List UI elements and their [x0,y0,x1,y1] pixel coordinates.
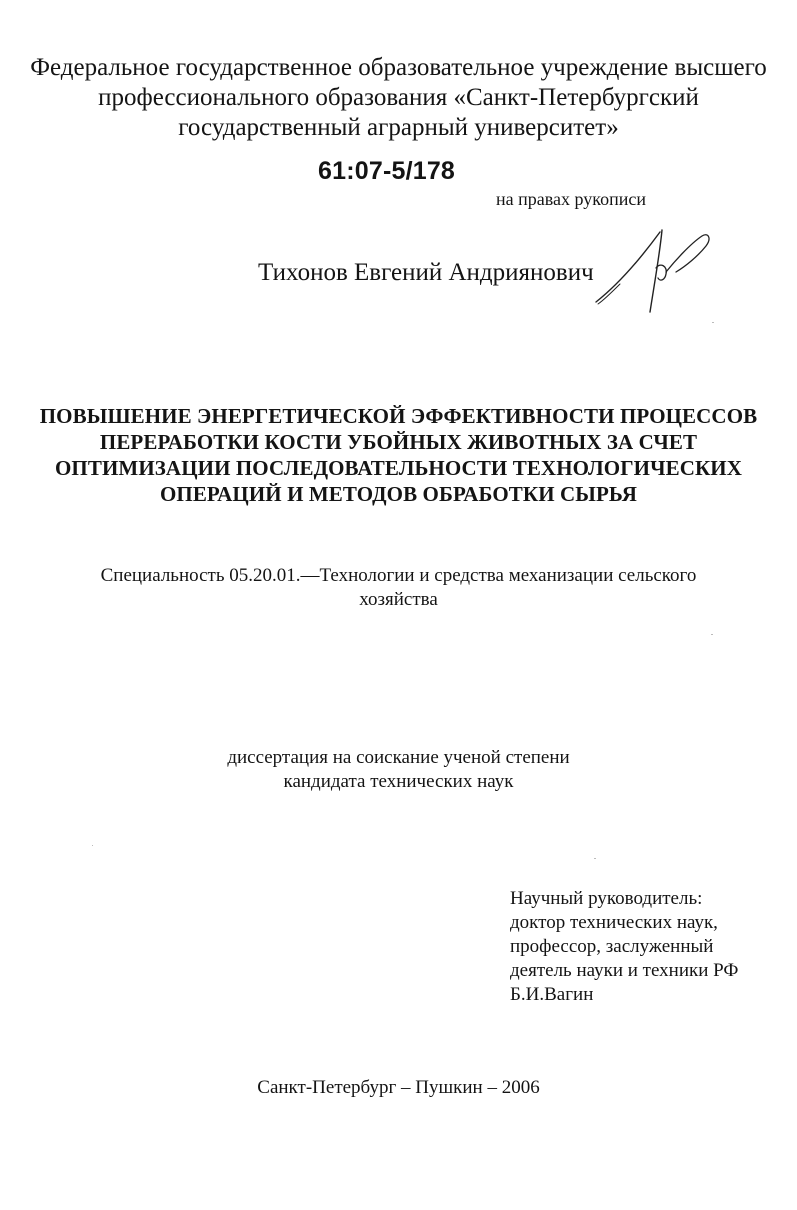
scan-speck [712,322,714,323]
signature-icon [590,222,715,320]
scan-speck [711,634,713,635]
supervisor-line: Б.И.Вагин [510,984,594,1005]
scan-speck [594,858,596,859]
institution-line: Федеральное государственное образовательное учреждение высшего [30,54,767,81]
title-line: ПОВЫШЕНИЕ ЭНЕРГЕТИЧЕСКОЙ ЭФФЕКТИВНОСТИ ПРОЦЕССОВ [39,404,758,428]
specialty-line: хозяйства [359,589,438,610]
institution-line: профессионального образования «Санкт-Петербургский [98,84,699,111]
supervisor-line: профессор, заслуженный [510,936,714,957]
supervisor-line: деятель науки и техники РФ [510,960,739,981]
registry-number: 61:07-5/178 [318,157,456,185]
author-name: Тихонов Евгений Андриянович [258,259,594,286]
title-line: ПЕРЕРАБОТКИ КОСТИ УБОЙНЫХ ЖИВОТНЫХ ЗА СЧЕТ [99,430,698,454]
scan-speck [92,845,93,846]
specialty [0,564,797,612]
dissertation-title [0,403,797,507]
supervisor-line: доктор технических наук, [510,912,718,933]
institution-line: государственный аграрный университет» [178,114,619,141]
institution-header [0,53,797,143]
degree-statement [0,746,797,794]
degree-line: кандидата технических наук [283,771,514,792]
degree-line: диссертация на соискание ученой степени [227,747,570,768]
manuscript-note: на правах рукописи [496,189,646,209]
specialty-line: Специальность 05.20.01.—Технологии и средства механизации сельского [100,565,697,586]
place-and-year: Санкт-Петербург – Пушкин – 2006 [257,1077,540,1098]
title-line: ОПТИМИЗАЦИИ ПОСЛЕДОВАТЕЛЬНОСТИ ТЕХНОЛОГИЧЕСКИХ [54,456,743,480]
title-line: ОПЕРАЦИЙ И МЕТОДОВ ОБРАБОТКИ СЫРЬЯ [159,482,638,506]
supervisor-line: Научный руководитель: [510,888,703,909]
supervisor-block [510,887,738,1007]
